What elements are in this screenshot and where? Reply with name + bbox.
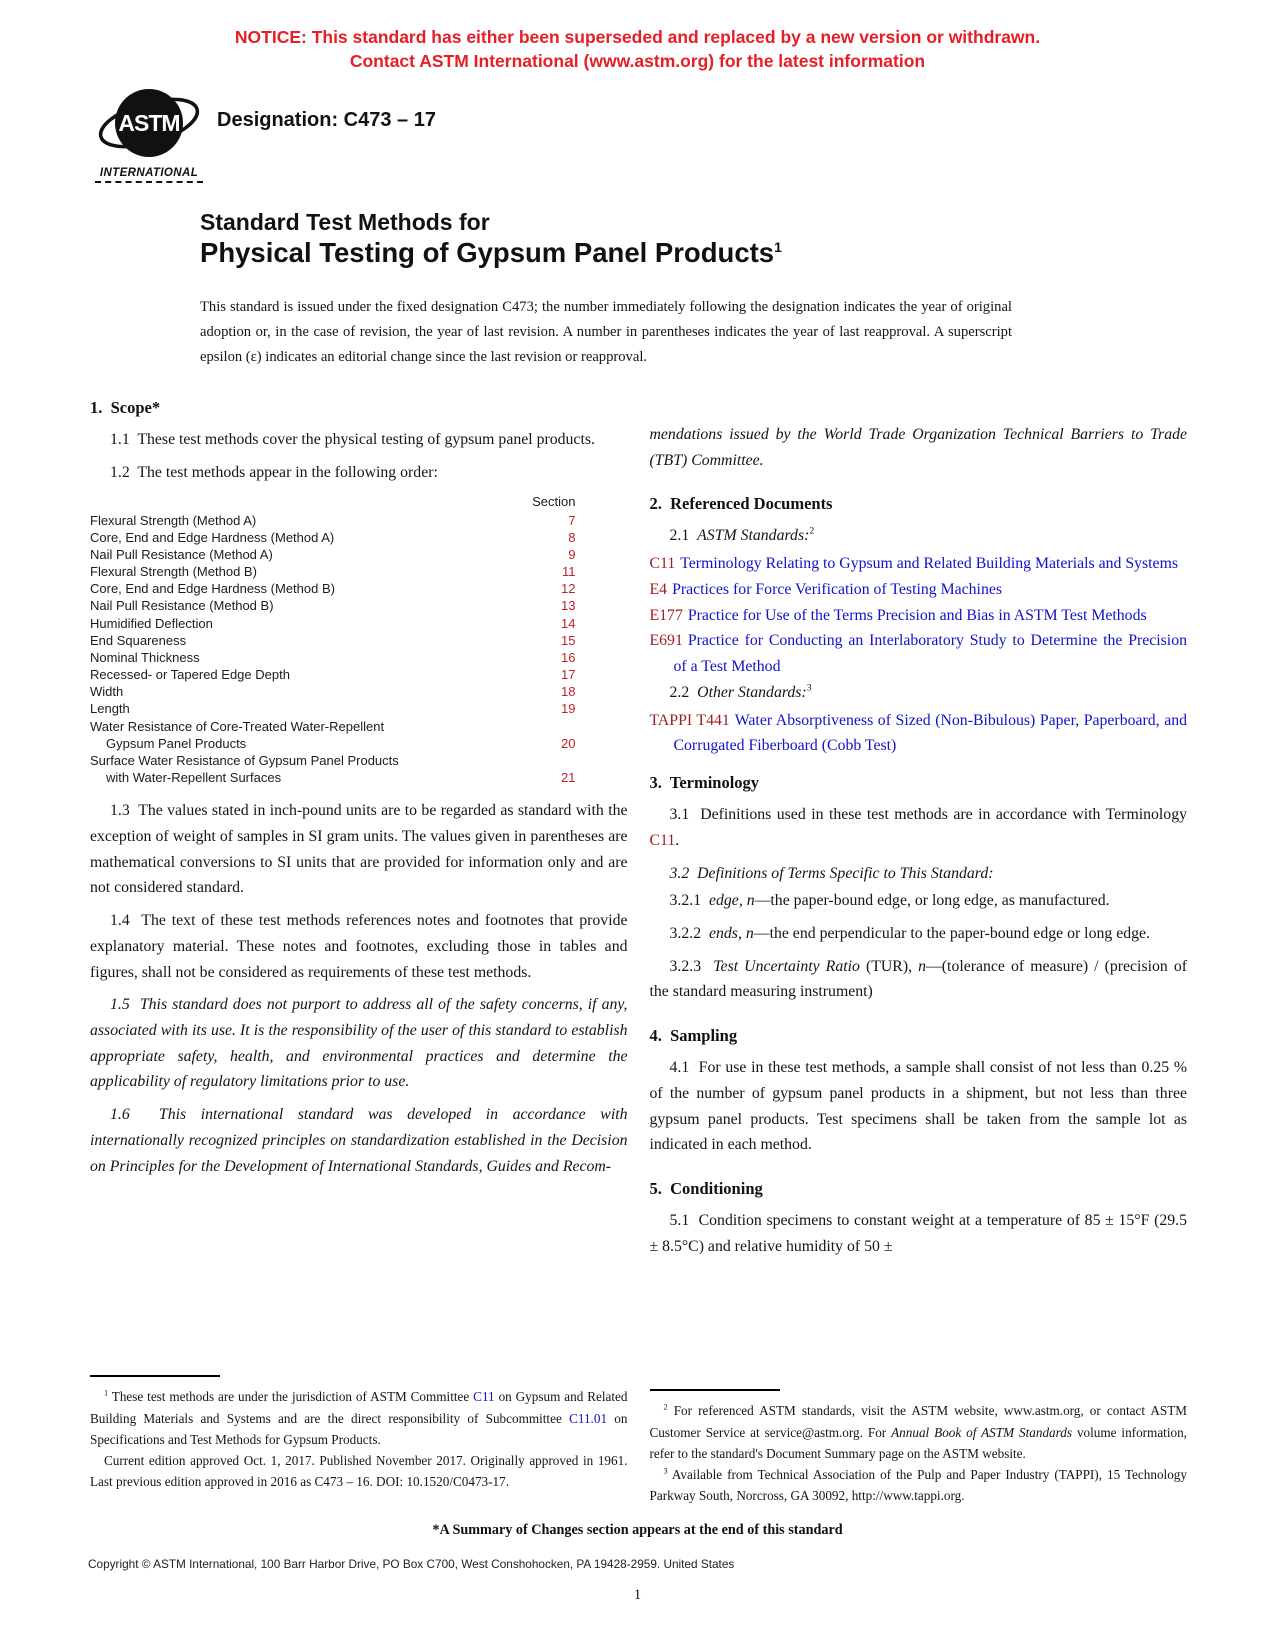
index-entry-label: Surface Water Resistance of Gypsum Panel Products: [90, 752, 399, 768]
index-column-header: Section: [532, 494, 576, 510]
section-2-heading: 2. Referenced Documents: [649, 494, 833, 514]
footnote-1-text: on Specifications and Test Methods for Gypsum Products.: [90, 1410, 628, 1447]
paragraph-number: 2.1: [669, 527, 698, 545]
paragraph-1-1: 1.1 These test methods cover the physical testing of gypsum panel products.: [110, 431, 595, 448]
standard-e4-link[interactable]: E4: [649, 580, 668, 598]
footnote-2-marker: 2: [663, 1402, 668, 1412]
index-entry-section: 20: [561, 735, 576, 751]
index-entry-section: 7: [568, 512, 576, 528]
right-footnote-block: [650, 1389, 1188, 1506]
paragraph-number: 3.2.1: [669, 892, 709, 910]
index-entry-label: Nail Pull Resistance (Method B): [90, 598, 274, 614]
index-entry-section: 9: [568, 546, 576, 562]
section-4-heading: 4. Sampling: [649, 1026, 738, 1046]
paragraph-1-6: 1.6 This international standard was developed in accordance with internationally recognized principles on standardization established in the Decision on Principles for the Development of International Standards, Guides and Recom-: [90, 1106, 628, 1175]
index-entry-section: 21: [561, 769, 576, 785]
index-entry-section: 12: [561, 581, 576, 597]
table-row: [90, 718, 628, 752]
table-row: [90, 683, 628, 700]
footnote-rule: [90, 1375, 220, 1377]
index-entry-label: Flexural Strength (Method B): [90, 564, 257, 580]
paragraph-number: 3.2.3: [669, 957, 714, 975]
designation-label: Designation: C473 – 17: [217, 109, 436, 132]
defined-term: ends, n: [709, 925, 754, 943]
table-row: [90, 632, 628, 649]
standard-title-link[interactable]: Practice for Use of the Terms Precision and Bias in ASTM Test Methods: [687, 606, 1147, 624]
footnote-3: [650, 1464, 1188, 1506]
notice-line-2: Contact ASTM International (www.astm.org) for the latest information: [349, 51, 926, 72]
footnote-rule: [650, 1389, 780, 1391]
title-footnote-marker: 1: [774, 238, 782, 255]
reference-item: [650, 628, 1188, 679]
book-title: Annual Book of ASTM Standards: [891, 1424, 1073, 1440]
committee-c11-link[interactable]: C11: [473, 1389, 495, 1405]
reference-item: [650, 551, 1188, 577]
notice-line-1: NOTICE: This standard has either been superseded and replaced by a new version or withdrawn.: [234, 27, 1041, 47]
footnote-1-text: on Gypsum and Related Building Materials and Systems and are the direct responsibility of Subcommittee: [90, 1389, 628, 1426]
index-entry-label: Nail Pull Resistance (Method A): [90, 546, 273, 562]
footnote-2: [650, 1400, 1188, 1463]
index-entry-label-line2: with Water-Repellent Surfaces: [106, 769, 282, 785]
index-entry-section: 18: [561, 684, 576, 700]
footnote-2-text: For referenced ASTM standards, visit the ASTM website, www.astm.org, or contact ASTM Customer Service at service@astm.org. For: [649, 1403, 1187, 1440]
issuance-note: This standard is issued under the fixed designation C473; the number immediately following the designation indicates the year of original adoption or, in the case of revision, the year of last revision. A number in parentheses indicates the year of last reapproval. A superscript epsilon (ε) indicates an editorial change since the last revision or reapproval.: [200, 298, 1012, 365]
index-entry-section: 8: [568, 529, 576, 545]
left-column: [90, 398, 628, 1506]
table-row: [90, 666, 628, 683]
paragraph-3-2-3: [650, 954, 1188, 1005]
left-footnote-block: [90, 1375, 628, 1492]
footnote-3-marker: 3: [806, 682, 812, 694]
standard-title-link[interactable]: Practice for Conducting an Interlaboratory Study to Determine the Precision of a Test Method: [673, 632, 1187, 676]
standard-title-link[interactable]: Practices for Force Verification of Testing Machines: [672, 580, 1003, 598]
paragraph-number: 3.2.2: [669, 925, 709, 943]
index-entry-label: Humidified Deflection: [90, 615, 213, 631]
standard-title-link[interactable]: Terminology Relating to Gypsum and Related Building Materials and Systems: [680, 555, 1178, 573]
index-entry-section: 13: [561, 598, 576, 614]
footnote-1-marker: 1: [104, 1388, 109, 1398]
withdrawal-notice: [0, 0, 1275, 73]
footnote-2-marker: 2: [809, 526, 815, 538]
page-number: 1: [633, 1587, 642, 1603]
paragraph-1-2: 1.2 The test methods appear in the following order:: [110, 463, 438, 481]
standard-tappi-t441-link[interactable]: TAPPI T441: [649, 711, 730, 729]
footnote-1-text: These test methods are under the jurisdiction of ASTM Committee: [108, 1389, 474, 1405]
table-row: [90, 580, 628, 597]
section-1-heading: 1. Scope*: [90, 398, 161, 417]
paragraph-4-1: 4.1 For use in these test methods, a sample shall consist of not less than 0.25 % of the number of gypsum panel products in a shipment, but not less than three gypsum panel products. Test specimens shall be taken from the sample lot as indicated in each method.: [649, 1059, 1187, 1154]
astm-logo-acronym: ASTM: [118, 110, 180, 137]
paragraph-2-1: [650, 523, 1188, 549]
grammar-label: n: [918, 957, 926, 975]
paragraph-3-1: [650, 802, 1188, 853]
document-title-line-2: [200, 236, 1275, 269]
other-standards-label: Other Standards:: [697, 683, 807, 701]
copyright-line: Copyright © ASTM International, 100 Barr Harbor Drive, PO Box C700, West Conshohocken, PA 19428-2959. United States: [88, 1557, 735, 1571]
paragraph-1-6-continuation: mendations issued by the World Trade Organization Technical Barriers to Trade (TBT) Committee.: [649, 426, 1187, 469]
standard-c11-link[interactable]: C11: [649, 555, 676, 573]
table-row: [90, 700, 628, 717]
index-entry-label: Length: [90, 701, 130, 717]
footnote-1-edition: Current edition approved Oct. 1, 2017. Published November 2017. Originally approved in 1961. Last previous edition approved in 2016 as C473 – 16. DOI: 10.1520/C0473-17.: [90, 1452, 628, 1489]
index-entry-label: Water Resistance of Core-Treated Water-Repellent: [90, 718, 385, 734]
paragraph-3-2-1: [650, 888, 1188, 914]
astm-globe-icon: [97, 85, 201, 161]
footnote-1: [90, 1386, 628, 1449]
right-column: [650, 398, 1188, 1506]
index-entry-section: 19: [561, 701, 576, 717]
index-entry-label: Width: [90, 684, 124, 700]
table-row: [90, 752, 628, 786]
standard-e691-link[interactable]: E691: [649, 632, 683, 650]
paragraph-3-2-2: [650, 921, 1188, 947]
standard-e177-link[interactable]: E177: [649, 606, 683, 624]
index-entry-section: 11: [562, 564, 576, 580]
reference-item: [650, 603, 1188, 629]
table-row: [90, 563, 628, 580]
astm-logo-subtitle: INTERNATIONAL: [95, 167, 203, 183]
index-entry-label: End Squareness: [90, 632, 187, 648]
two-column-body: [90, 398, 1187, 1506]
terminology-c11-link[interactable]: C11: [649, 831, 676, 849]
paragraph-text: 3.1 Definitions used in these test methods are in accordance with Terminology: [669, 806, 1187, 824]
index-entry-section: 16: [561, 649, 576, 665]
index-entry-section: 17: [561, 667, 576, 683]
section-5-heading: 5. Conditioning: [649, 1179, 763, 1199]
table-row: [90, 546, 628, 563]
index-entry-section: 14: [561, 615, 576, 631]
defined-term: edge, n: [709, 892, 755, 910]
index-entry-label-line2: Gypsum Panel Products: [106, 735, 247, 751]
paragraph-1-5: 1.5 This standard does not purport to address all of the safety concerns, if any, associated with its use. It is the responsibility of the user of this standard to establish appropriate safety, health, and environmental practices and determine the applicability of regulatory limitations prior to use.: [90, 996, 628, 1091]
paragraph-5-1: 5.1 Condition specimens to constant weight at a temperature of 85 ± 15°F (29.5 ± 8.5°C) and relative humidity of 50 ±: [649, 1212, 1187, 1255]
title-text: Physical Testing of Gypsum Panel Products: [200, 236, 775, 268]
index-entry-label: Core, End and Edge Hardness (Method A): [90, 529, 335, 545]
summary-of-changes-note: *A Summary of Changes section appears at the end of this standard: [432, 1522, 843, 1538]
paragraph-number: 2.2: [669, 683, 698, 701]
index-entry-label: Flexural Strength (Method A): [90, 512, 257, 528]
table-row: [90, 529, 628, 546]
table-row: [90, 597, 628, 614]
test-method-index-table: [90, 493, 628, 786]
table-row: [90, 615, 628, 632]
paragraph-1-4: 1.4 The text of these test methods references notes and footnotes that provide explanatory material. These notes and footnotes, excluding those in tables and figures, shall not be considered as requirements of these test methods.: [90, 912, 628, 981]
footnote-3-marker: 3: [663, 1466, 668, 1476]
index-entry-label: Recessed- or Tapered Edge Depth: [90, 667, 290, 683]
defined-term: Test Uncertainty Ratio: [713, 957, 860, 975]
index-entry-label: Nominal Thickness: [90, 649, 200, 665]
paragraph-text: .: [675, 831, 680, 849]
masthead: [95, 85, 1275, 183]
definition-text: —the paper-bound edge, or long edge, as manufactured.: [754, 892, 1110, 910]
table-row: [90, 512, 628, 529]
subcommittee-c11-01-link[interactable]: C11.01: [569, 1410, 608, 1426]
footnote-3-text: Available from Technical Association of the Pulp and Paper Industry (TAPPI), 15 Technology Parkway South, Norcross, GA 30092, http://www.tappi.org.: [649, 1466, 1187, 1503]
paragraph-2-2: [650, 680, 1188, 706]
definition-text: —the end perpendicular to the paper-bound edge or long edge.: [753, 925, 1150, 943]
document-title-line-1: Standard Test Methods for: [200, 209, 490, 236]
definition-text: —(tolerance of measure) / (precision of the standard measuring instrument): [649, 957, 1187, 1001]
reference-item: [650, 577, 1188, 603]
footnote-2-text: volume information, refer to the standard's Document Summary page on the ASTM website.: [649, 1424, 1187, 1461]
table-row: [90, 649, 628, 666]
astm-logo: [95, 85, 203, 183]
paragraph-1-3: 1.3 The values stated in inch-pound units are to be regarded as standard with the exception of weight of samples in SI gram units. The values given in parentheses are mathematical conversions to SI units that are provided for information only and are not considered standard.: [90, 802, 628, 897]
title-block: [200, 209, 1275, 268]
astm-standards-label: ASTM Standards:: [697, 527, 810, 545]
index-entry-label: Core, End and Edge Hardness (Method B): [90, 581, 335, 597]
reference-item: [650, 708, 1188, 759]
index-entry-section: 15: [561, 632, 576, 648]
section-3-heading: 3. Terminology: [649, 773, 760, 793]
definition-text: (TUR),: [859, 957, 919, 975]
standard-title-link[interactable]: Water Absorptiveness of Sized (Non-Bibulous) Paper, Paperboard, and Corrugated Fiberboard (Cobb Test): [673, 711, 1188, 755]
paragraph-3-2: 3.2 Definitions of Terms Specific to This Standard:: [669, 864, 994, 882]
